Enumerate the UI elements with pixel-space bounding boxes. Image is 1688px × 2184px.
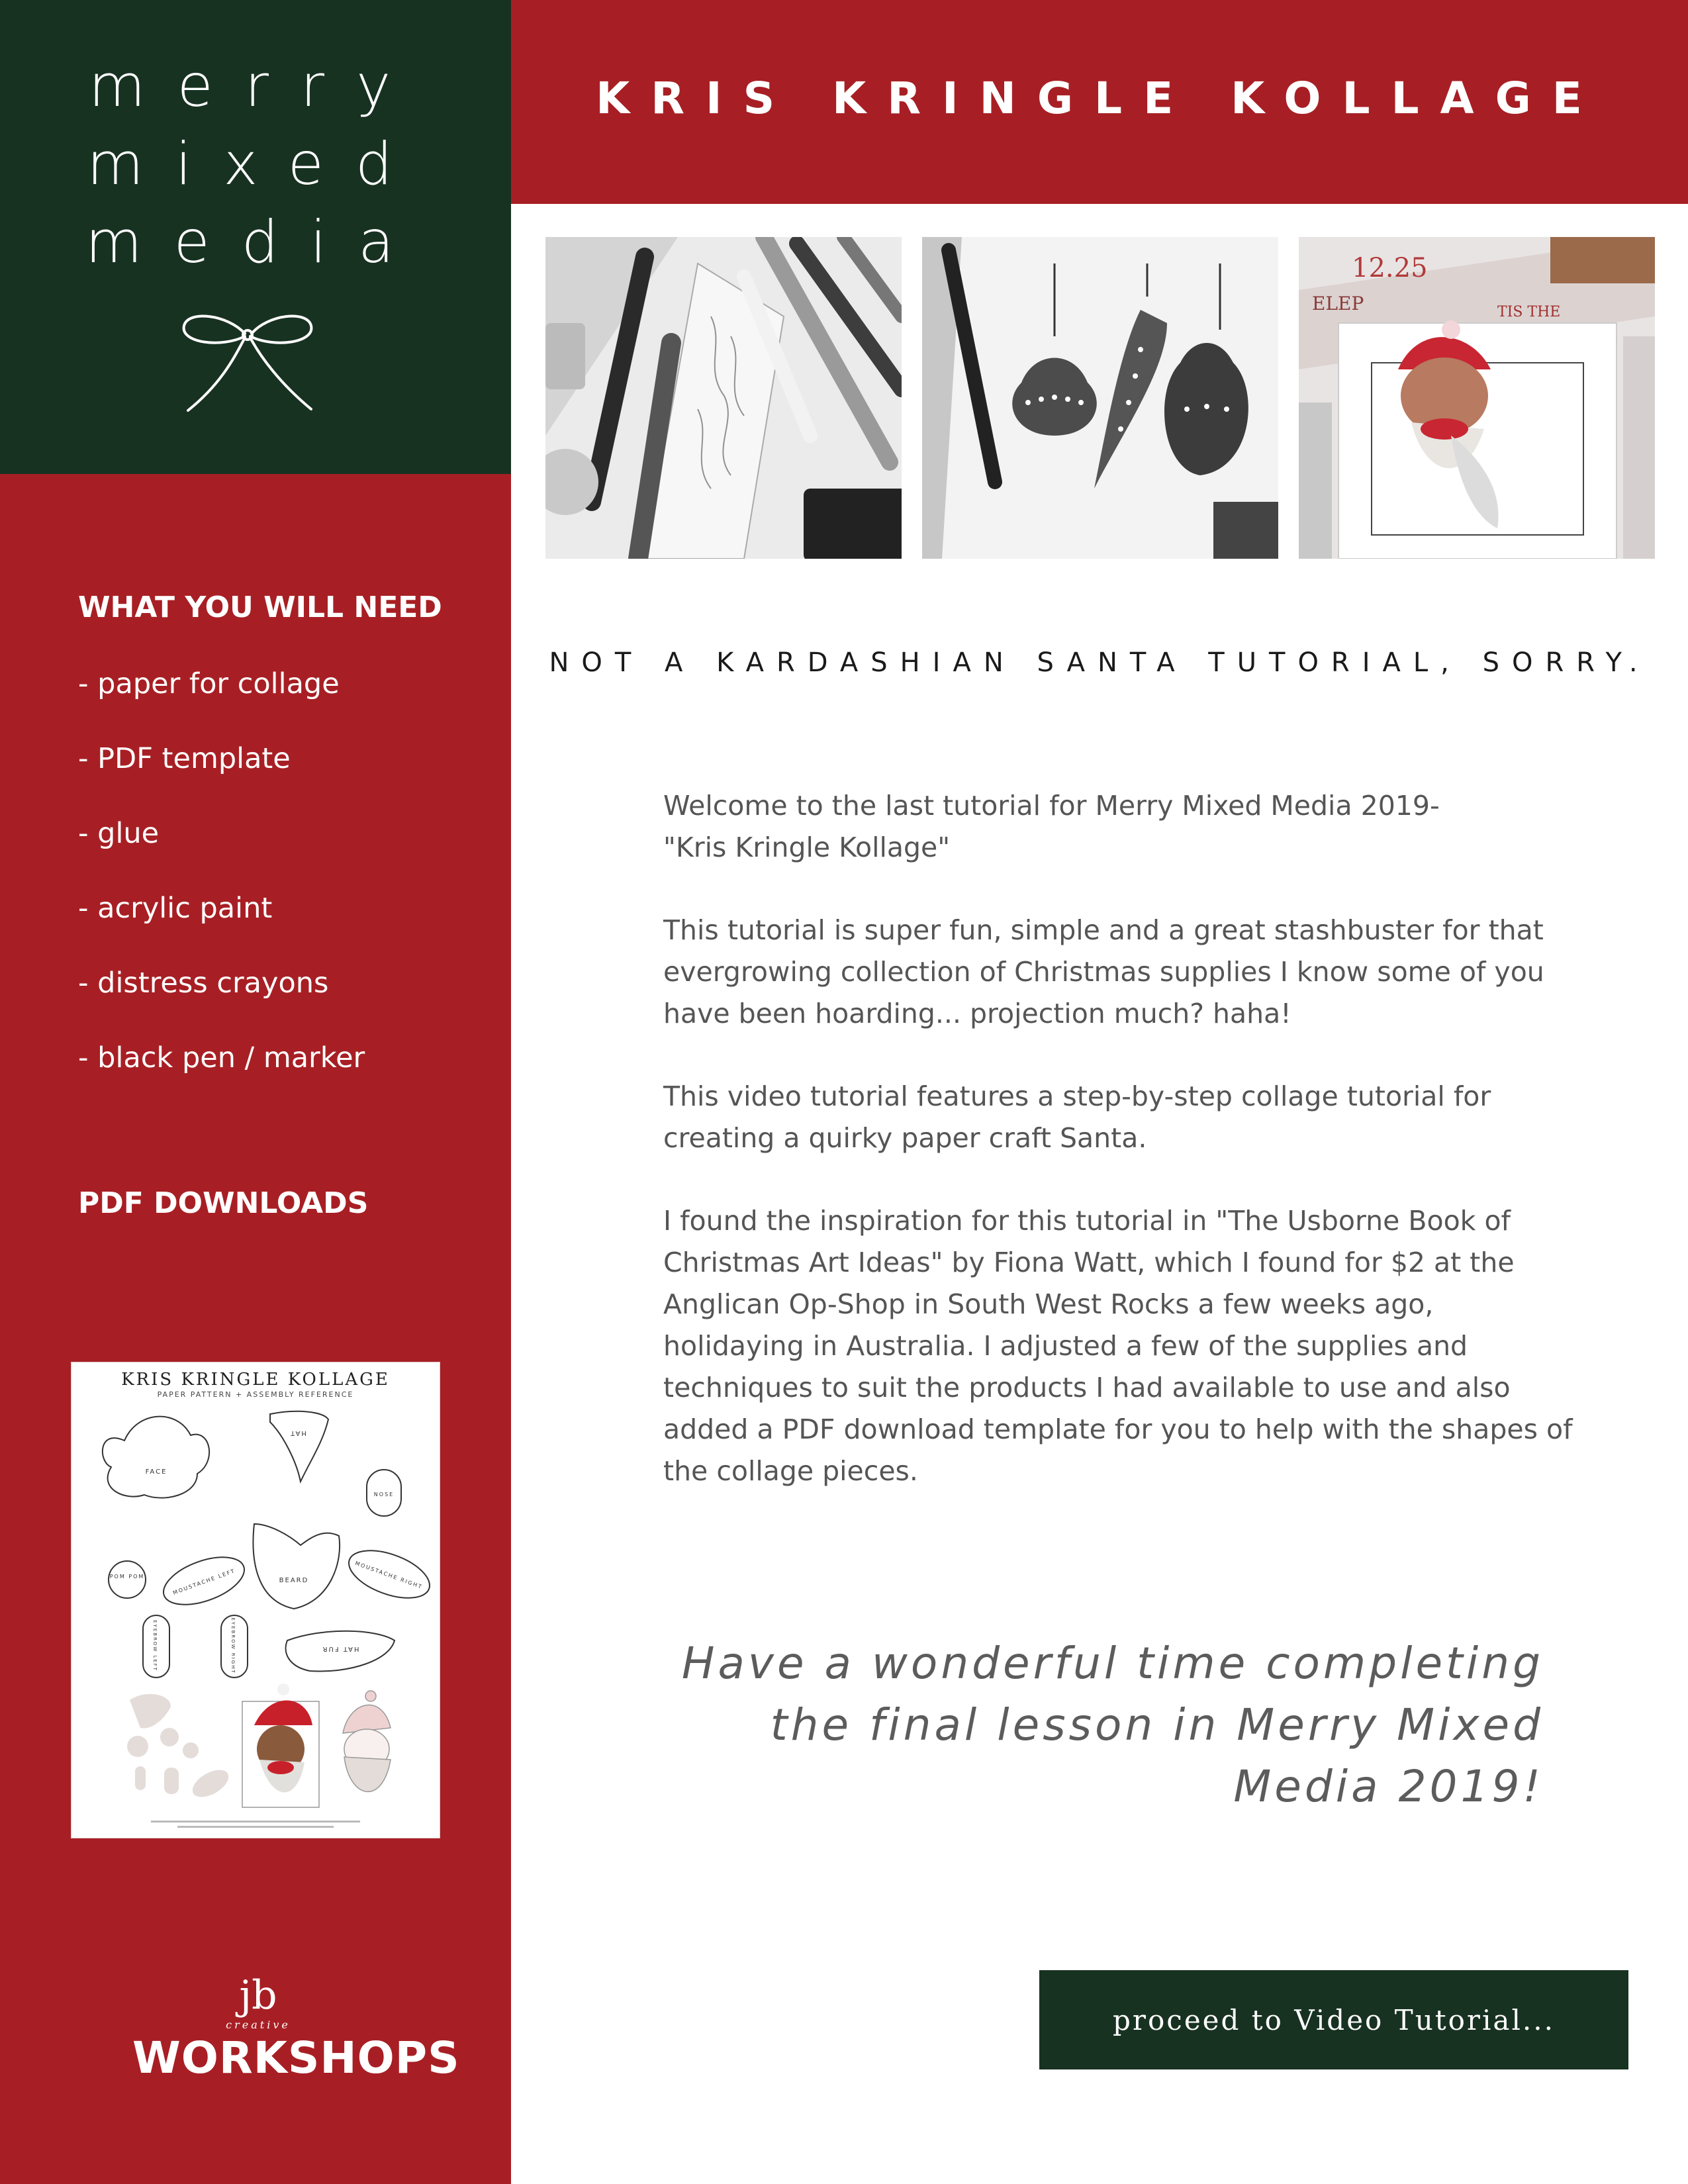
logo-wordmark: WORKSHOPS xyxy=(132,2032,460,2083)
pom-pom-shape xyxy=(109,1561,146,1598)
brand-line-2: mixed xyxy=(87,130,424,198)
assembly-pieces xyxy=(127,1694,233,1803)
logo-mark: jb xyxy=(239,1972,277,2018)
paragraph: This tutorial is super fun, simple and a great stashbuster for that evergrowing collection of Christmas supplies I know some of you have been hoarding... projection much? haha! xyxy=(663,914,1544,1029)
pdf-downloads-heading: PDF DOWNLOADS xyxy=(78,1186,369,1220)
beard-shape xyxy=(253,1524,340,1609)
list-item: - acrylic paint xyxy=(78,892,273,925)
hat-shape xyxy=(270,1411,328,1482)
proceed-to-video-button[interactable]: proceed to Video Tutorial... xyxy=(1039,1970,1628,2069)
brand-line-3: media xyxy=(85,208,426,276)
brand-line-1: merry xyxy=(88,52,423,120)
svg-text:ELEP: ELEP xyxy=(1312,293,1364,314)
supply-list xyxy=(78,662,365,1111)
piece-label: MOUSTACHE RIGHT xyxy=(354,1560,424,1591)
piece-label: FACE xyxy=(145,1468,167,1476)
sidebar xyxy=(0,0,511,2184)
logo-sub: creative xyxy=(226,2018,291,2031)
svg-text:TIS THE: TIS THE xyxy=(1497,304,1561,320)
pdf-template-thumbnail[interactable] xyxy=(71,1362,440,1838)
list-item: - paper for collage xyxy=(78,667,340,700)
piece-label: BEARD xyxy=(279,1577,309,1584)
brand-box xyxy=(0,0,511,474)
title-banner xyxy=(511,0,1688,204)
subheading: NOT A KARDASHIAN SANTA TUTORIAL, SORRY. xyxy=(549,647,1650,678)
piece-label: HAT FUR xyxy=(321,1645,359,1652)
piece-label: NOSE xyxy=(373,1492,395,1497)
face-shape xyxy=(103,1417,209,1498)
paragraph: This video tutorial features a step-by-step collage tutorial for creating a quirky paper craft Santa. xyxy=(663,1080,1491,1154)
piece-label: EYEBROW RIGHT xyxy=(230,1617,236,1674)
ornaments-sketch-photo xyxy=(922,237,1278,559)
piece-label: EYEBROW LEFT xyxy=(152,1620,158,1672)
list-item: - black pen / marker xyxy=(78,1041,365,1074)
santa-outline-miniature xyxy=(343,1691,391,1791)
paragraph: Welcome to the last tutorial for Merry Mixed Media 2019- "Kris Kringle Kollage" xyxy=(663,790,1440,863)
closing-message: Have a wonderful time completing the final lesson in Merry Mixed Media 2019! xyxy=(681,1638,1544,1812)
article-body xyxy=(663,785,1577,1533)
page-title: KRIS KRINGLE KOLLAGE xyxy=(596,73,1603,124)
jb-workshops-logo xyxy=(132,1960,460,2092)
need-heading: WHAT YOU WILL NEED xyxy=(78,591,442,624)
svg-text:12.25: 12.25 xyxy=(1352,253,1428,283)
list-item: - PDF template xyxy=(78,742,291,775)
pdf-title: KRIS KRINGLE KOLLAGE xyxy=(121,1370,390,1390)
list-item: - distress crayons xyxy=(78,967,329,1000)
santa-collage-photo xyxy=(1299,237,1655,559)
piece-label: MOUSTACHE LEFT xyxy=(172,1568,236,1596)
paragraph: I found the inspiration for this tutorial in "The Usborne Book of Christmas Art Ideas" by Fiona Watt, which I found for $2 at the Anglican Op-Shop in South West Rocks a few weeks ago, holidaying in Australia. I adjusted a few of the supplies and techniques to suit the products I had available to use and also added a PDF download template for you to help with the shapes of the collage pieces. xyxy=(663,1205,1573,1487)
piece-label: POM POM xyxy=(109,1574,145,1580)
bow-icon xyxy=(175,311,320,417)
santa-collage-miniature xyxy=(242,1684,319,1807)
list-item: - glue xyxy=(78,817,160,850)
piece-label: HAT xyxy=(289,1429,306,1437)
pdf-subtitle: PAPER PATTERN + ASSEMBLY REFERENCE xyxy=(157,1390,354,1399)
craft-supplies-photo xyxy=(545,237,902,559)
